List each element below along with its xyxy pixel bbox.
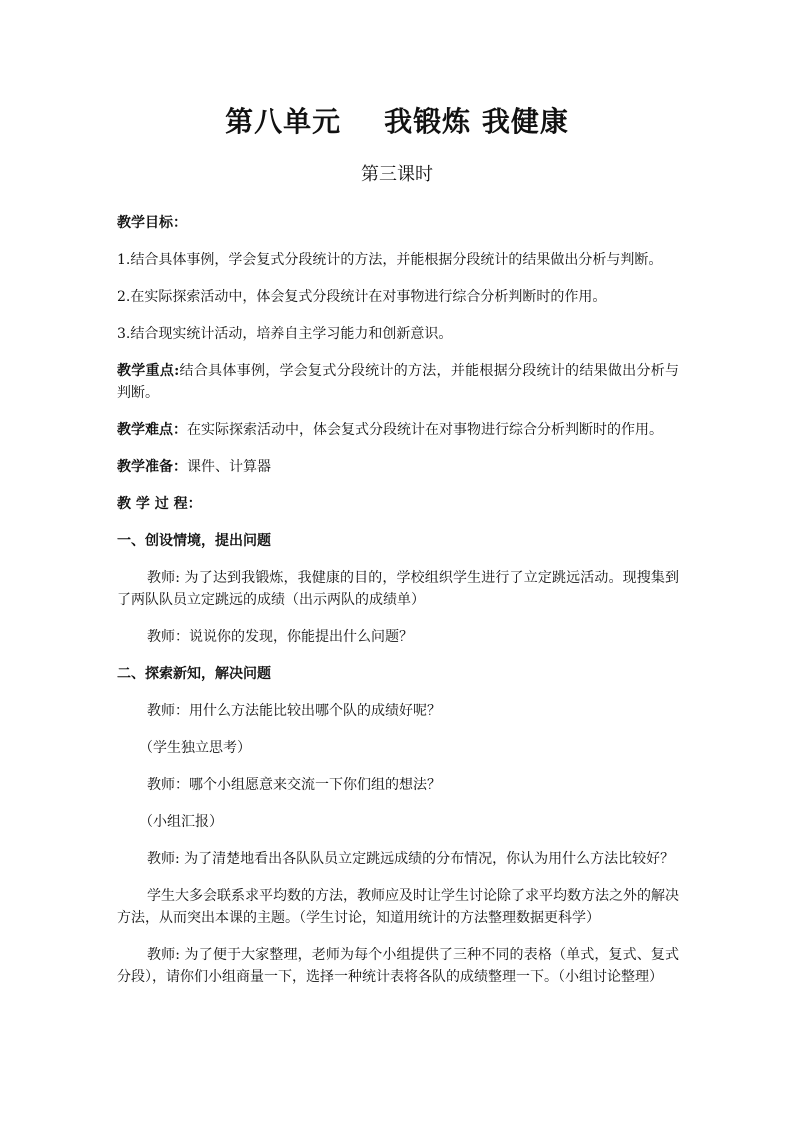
section-1-paragraph: 教师：说说你的发现，你能提出什么问题？ — [147, 629, 413, 645]
section-1-paragraph: 教师: 为了达到我锻炼，我健康的目的，学校组织学生进行了立定跳远活动。现搜集到了两队队员立定跳远的成绩（出示两队的成绩单） — [117, 570, 679, 608]
document-body — [117, 212, 679, 1003]
section-2-paragraph: 教师：用什么方法能比较出哪个队的成绩好呢？ — [147, 703, 441, 719]
section-2-paragraph: 教师: 为了清楚地看出各队队员立定跳远成绩的分布情况，你认为用什么方法比较好？ — [147, 851, 675, 867]
section-2-heading: 二、探索新知，解决问题 — [117, 666, 271, 682]
objectives-heading: 教学目标： — [117, 215, 187, 231]
preparation-label: 教学准备： — [117, 459, 187, 475]
section-2-paragraph: 教师: 为了便于大家整理，老师为每个小组提供了三种不同的表格（单式，复式、复式分段），请你们小组商量一下，选择一种统计表将各队的成绩整理一下。（小组讨论整理） — [117, 947, 679, 985]
objective-item: 2.在实际探索活动中，体会复式分段统计在对事物进行综合分析判断时的作用。 — [117, 289, 607, 305]
difficulty-label: 教学难点： — [117, 422, 187, 438]
difficulty-text: 在实际探索活动中，体会复式分段统计在对事物进行综合分析判断时的作用。 — [187, 422, 663, 438]
key-point-label: 教学重点: — [117, 363, 180, 379]
page-title: 第八单元 我锻炼 我健康 — [225, 105, 569, 138]
section-2-paragraph: 学生大多会联系求平均数的方法，教师应及时让学生讨论除了求平均数方法之外的解决方法，从而突出本课的主题。（学生讨论，知道用统计的方法整理数据更科学） — [117, 888, 679, 926]
section-2-paragraph: （学生独立思考） — [139, 740, 251, 756]
section-2-paragraph: （小组汇报） — [139, 814, 223, 830]
key-point-text: 结合具体事例，学会复式分段统计的方法，并能根据分段统计的结果做出分析与判断。 — [117, 363, 679, 401]
objective-item: 3.结合现实统计活动，培养自主学习能力和创新意识。 — [117, 326, 453, 342]
page-subtitle: 第三课时 — [361, 164, 433, 185]
process-heading: 教 学 过 程： — [117, 496, 202, 512]
difficulty — [117, 419, 679, 441]
objective-item: 1.结合具体事例，学会复式分段统计的方法，并能根据分段统计的结果做出分析与判断。 — [117, 252, 663, 268]
preparation-text: 课件、计算器 — [187, 459, 271, 475]
key-point — [117, 360, 679, 404]
section-2-paragraph: 教师：哪个小组愿意来交流一下你们组的想法？ — [147, 777, 441, 793]
preparation — [117, 456, 679, 478]
section-1-heading: 一、创设情境，提出问题 — [117, 533, 271, 549]
